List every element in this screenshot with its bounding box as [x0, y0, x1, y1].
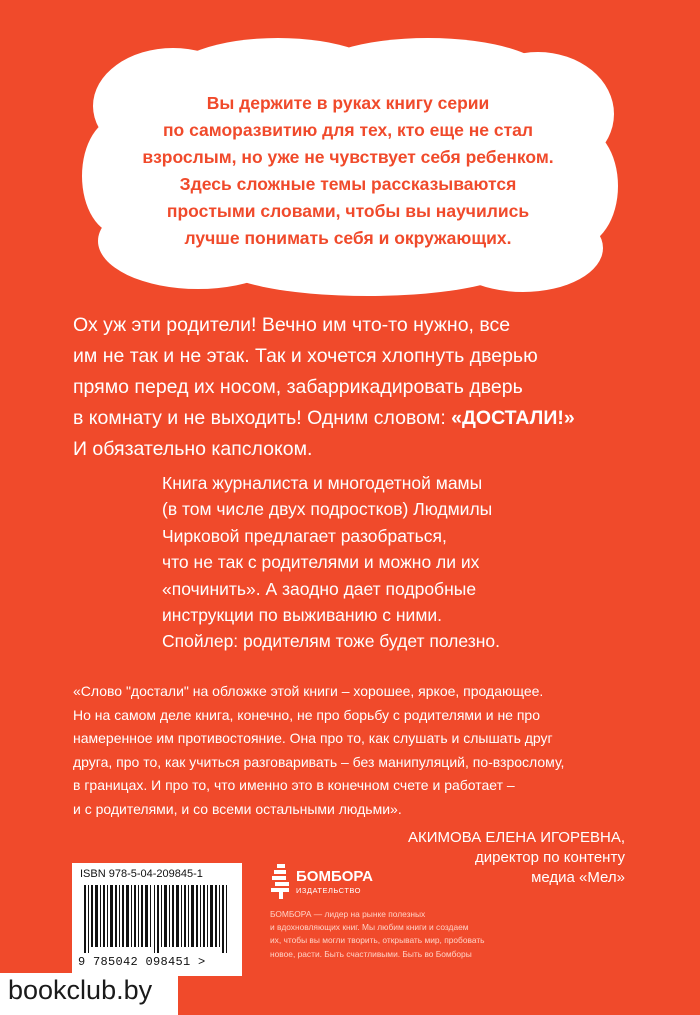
- quote-line: «Слово "достали" на обложке этой книги – хорошее, яркое, продающее.: [73, 683, 544, 699]
- description-line: «починить». А заодно дает подробные: [162, 578, 477, 599]
- quote-line: друга, про то, как учиться разговаривать – без манипуляций, по-взрослому,: [73, 753, 565, 770]
- review-quote: [73, 680, 653, 822]
- quote-line: намеренное им противостояние. Она про то, как слушать и слышать друг: [73, 730, 553, 747]
- blurb-line: их, чтобы вы могли творить, открывать мир, пробовать: [270, 935, 485, 946]
- isbn-label: ISBN 978-5-04-209845-1: [80, 868, 203, 880]
- quote-line: и с родителями, и со всеми остальными людьми».: [73, 800, 402, 817]
- site-watermark-text: bookclub.by: [8, 975, 153, 1005]
- bombora-tree-icon: [270, 862, 292, 900]
- lead-line: им не так и не этак. Так и хочется хлопнуть дверью: [73, 345, 538, 367]
- lead-line: [73, 403, 653, 434]
- lead-line: прямо перед их носом, забаррикадировать дверь: [73, 376, 523, 398]
- speech-cloud: [78, 36, 618, 298]
- series-intro-line: по саморазвитию для тех, кто еще не стал: [162, 120, 534, 140]
- site-watermark: [0, 973, 178, 1015]
- description-line: инструкции по выживанию с ними.: [162, 605, 442, 626]
- publisher-logo: [270, 862, 420, 902]
- quote-attribution: [408, 828, 625, 888]
- dostali-emphasis: «ДОСТАЛИ!»: [451, 407, 575, 429]
- series-intro-line: лучше понимать себя и окружающих.: [184, 228, 512, 248]
- lead-paragraph: [73, 310, 653, 465]
- isbn-barcode: [72, 863, 242, 976]
- description-line: Книга журналиста и многодетной мамы: [162, 473, 483, 493]
- publisher-name: БОМБОРА: [296, 868, 373, 885]
- blurb-line: и вдохновляющих книг. Мы любим книги и создаем: [270, 922, 469, 933]
- lead-line: И обязательно капслоком.: [73, 438, 313, 460]
- series-intro-line: Вы держите в руках книгу серии: [206, 93, 490, 113]
- description-line: что не так с родителями и можно ли их: [162, 552, 480, 573]
- attribution-org: медиа «Мел»: [531, 869, 625, 886]
- description-line: Спойлер: родителям тоже будет полезно.: [162, 631, 501, 652]
- barcode-icon: [84, 885, 232, 953]
- quote-line: Но на самом деле книга, конечно, не про борьбу с родителями и не про: [73, 706, 541, 723]
- description-line: (в том числе двух подростков) Людмилы: [162, 499, 493, 520]
- series-intro-line: Здесь сложные темы рассказываются: [179, 174, 517, 194]
- publisher-blurb: [270, 908, 530, 961]
- series-intro-line: простыми словами, чтобы вы научились: [166, 201, 530, 221]
- series-intro-line: взрослым, но уже не чувствует себя ребенком.: [142, 147, 554, 167]
- blurb-line: БОМБОРА — лидер на рынке полезных: [270, 909, 426, 919]
- barcode-digits: 9 785042 098451 >: [78, 955, 206, 969]
- publisher-subtitle: ИЗДАТЕЛЬСТВО: [296, 886, 362, 895]
- series-intro: [78, 90, 618, 252]
- attribution-role: директор по контенту: [475, 849, 625, 866]
- quote-line: в границах. И про то, что именно это в конечном счете и работает –: [73, 777, 515, 794]
- description-line: Чирковой предлагает разобраться,: [162, 525, 447, 546]
- blurb-line: новое, расти. Быть счастливыми. Быть во Бомборы: [270, 948, 472, 959]
- lead-line-text: в комнату и не выходить! Одним словом:: [73, 407, 452, 429]
- attribution-name: АКИМОВА ЕЛЕНА ИГОРЕВНА,: [408, 829, 625, 846]
- lead-line: Ох уж эти родители! Вечно им что-то нужно, все: [73, 314, 511, 336]
- book-description: [162, 470, 662, 655]
